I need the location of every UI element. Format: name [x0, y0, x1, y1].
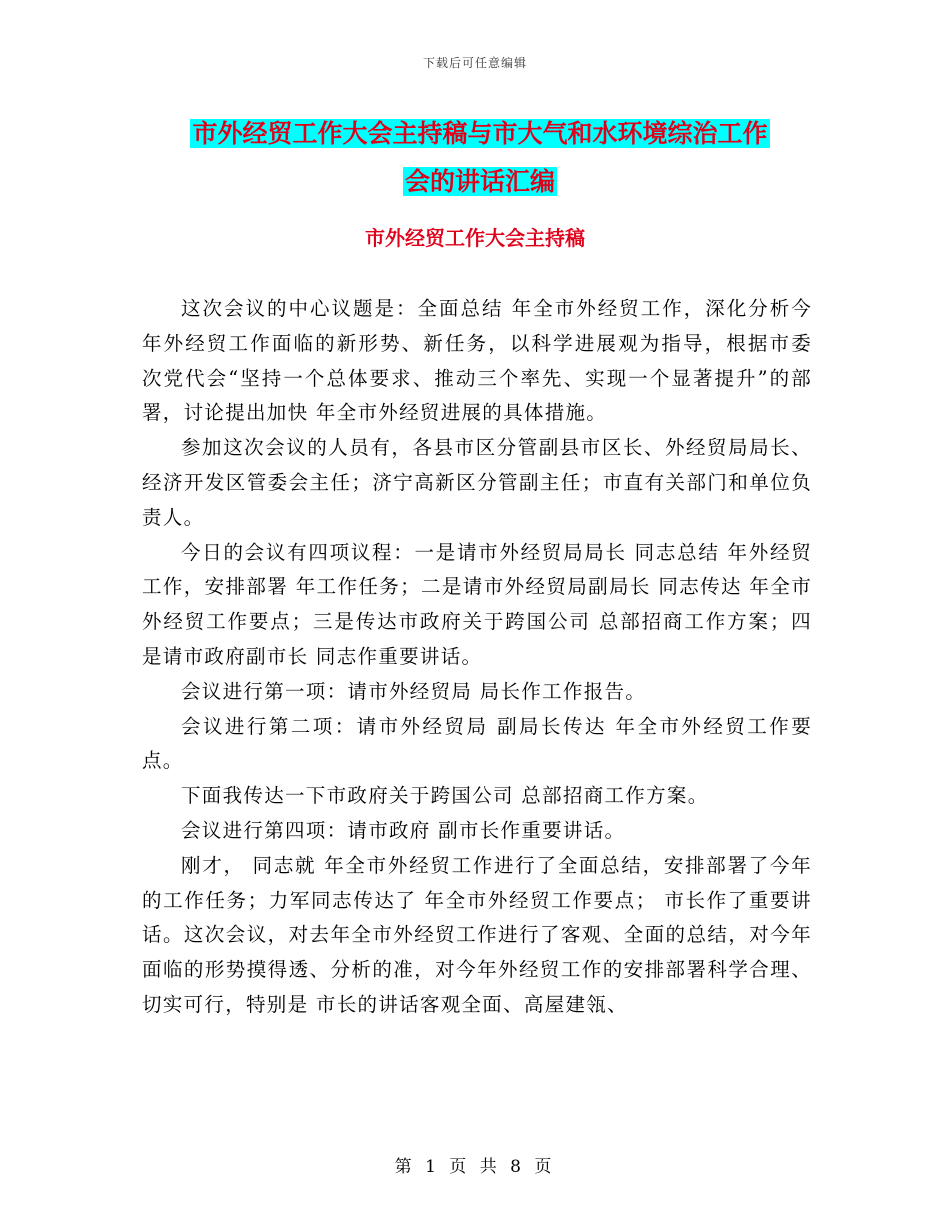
paragraph: 会议进行第二项：请市外经贸局 副局长传达 年全市外经贸工作要点。 — [142, 714, 812, 773]
paragraph: 这次会议的中心议题是：全面总结 年全市外经贸工作，深化分析今年外经贸工作面临的新形势、新任务，以科学进展观为指导，根据市委 次党代会“坚持一个总体要求、推动三个率先、实现一个显著提升”的部署，讨论提出加快 年全市外经贸进展的具体措施。 — [142, 297, 812, 425]
title-line-2: 会的讲话汇编 — [404, 167, 555, 196]
paragraph: 下面我传达一下市政府关于跨国公司 总部招商工作方案。 — [181, 784, 709, 808]
body-text — [142, 292, 812, 1023]
paragraph: 会议进行第四项：请市政府 副市长作重要讲话。 — [181, 818, 626, 842]
paragraph: 会议进行第一项：请市外经贸局 局长作工作报告。 — [181, 679, 647, 703]
paragraph: 今日的会议有四项议程：一是请市外经贸局局长 同志总结 年外经贸工作，安排部署 年工作任务；二是请市外经贸局副局长 同志传达 年全市外经贸工作要点；三是传达市政府关于跨国公司 总部招商工作方案；四是请市政府副市长 同志作重要讲话。 — [142, 540, 812, 668]
section-title: 市外经贸工作大会主持稿 — [365, 226, 585, 250]
paragraph: 参加这次会议的人员有，各县市区分管副县市区长、外经贸局局长、经济开发区管委会主任；济宁高新区分管副主任；市直有关部门和单位负责人。 — [142, 436, 812, 529]
document-title — [140, 110, 820, 206]
title-line-1: 市外经贸工作大会主持稿与市大气和水环境综治工作 — [192, 119, 768, 148]
page-header-note: 下载后可任意编辑 — [422, 56, 527, 70]
page-footer: 第 1 页 共 8 页 — [394, 1157, 556, 1177]
paragraph: 刚才， 同志就 年全市外经贸工作进行了全面总结，安排部署了今年的工作任务；力军同志传达了 年全市外经贸工作要点； 市长作了重要讲话。这次会议，对去年全市外经贸工作进行了客观、全面的总结，对今年面临的形势摸得透、分析的准，对今年外经贸工作的安排部署科学合理、切实可行，特别是 市长的讲话客观全面、高屋建瓴、 — [142, 853, 812, 1016]
